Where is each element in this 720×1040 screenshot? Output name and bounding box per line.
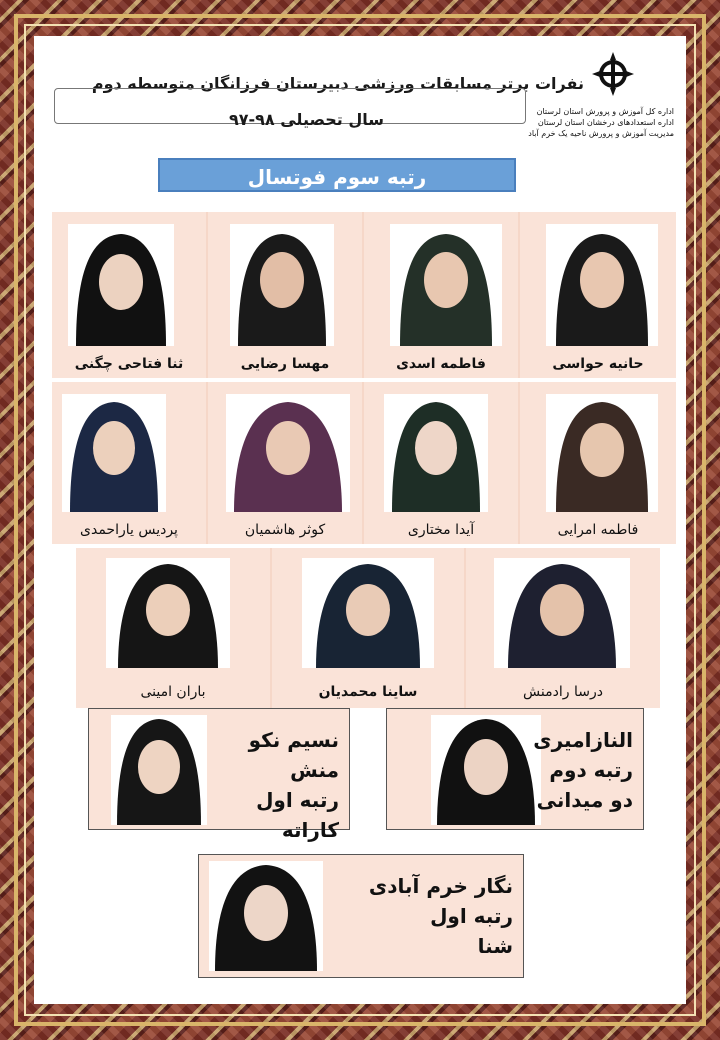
player-photo	[384, 394, 488, 512]
org-line: اداره استعدادهای درخشان استان لرستان	[537, 118, 674, 127]
athlete-photo	[111, 715, 207, 825]
futsal-row-3	[76, 548, 660, 708]
player-name: آیدا مختاری	[407, 522, 475, 538]
award-sport: دو میدانی	[536, 788, 633, 812]
player-name: فاطمه اسدی	[396, 356, 486, 372]
award-rank: رتبه دوم	[549, 758, 633, 782]
player-card	[272, 548, 464, 708]
player-card	[208, 212, 362, 378]
award-card	[88, 708, 350, 842]
player-name: درسا رادمنش	[523, 684, 603, 700]
award-text	[513, 725, 633, 815]
page-subtitle: سال تحصیلی ۹۸-۹۷	[228, 110, 384, 129]
athlete-name: نگار خرم آبادی	[368, 874, 513, 898]
athlete-name: نسیم نکو منش	[248, 728, 339, 782]
award-text	[363, 871, 513, 961]
player-card	[520, 382, 676, 544]
player-card	[520, 212, 676, 378]
award-text	[209, 725, 339, 845]
player-name: ساینا محمدیان	[318, 684, 418, 700]
player-name: مهسا رضایی	[240, 356, 330, 372]
player-photo	[106, 558, 230, 668]
player-card	[208, 382, 362, 544]
award-rank: رتبه اول	[256, 788, 339, 812]
futsal-row-2	[52, 382, 676, 544]
player-name: باران امینی	[140, 684, 206, 700]
award-rank: رتبه اول	[430, 904, 513, 928]
player-card	[364, 212, 518, 378]
organization-info	[514, 106, 674, 139]
player-photo	[302, 558, 434, 668]
org-line: مدیریت آموزش و پرورش ناحیه یک خرم آباد	[528, 129, 674, 138]
award-sport: کاراته	[281, 818, 339, 842]
award-card	[198, 854, 524, 978]
player-name: کوثر هاشمیان	[244, 522, 326, 538]
player-card	[52, 212, 206, 378]
player-card	[52, 382, 206, 544]
player-card	[364, 382, 518, 544]
player-name: حانیه حواسی	[552, 356, 644, 372]
player-photo	[230, 224, 334, 346]
org-line: اداره کل آموزش و پرورش استان لرستان	[536, 107, 674, 116]
futsal-row-1	[52, 212, 676, 378]
player-photo	[546, 394, 658, 512]
award-sport: شنا	[477, 934, 513, 958]
player-photo	[226, 394, 350, 512]
section-banner: رتبه سوم فوتسال	[158, 158, 516, 192]
athlete-name: النازامیری	[533, 728, 633, 752]
player-photo	[62, 394, 166, 512]
player-name: فاطمه امرایی	[557, 522, 639, 538]
player-photo	[546, 224, 658, 346]
player-photo	[68, 224, 174, 346]
athlete-photo	[209, 861, 323, 971]
player-name: پردیس یاراحمدی	[80, 522, 178, 538]
ministry-logo-icon	[586, 48, 640, 104]
page-title: نفرات برتر مسابقات ورزشی دبیرستان فرزانگان متوسطه دوم	[91, 74, 584, 93]
player-card	[76, 548, 270, 708]
player-name: ثنا فتاحی چگنی	[74, 356, 184, 372]
award-card	[386, 708, 644, 830]
player-card	[466, 548, 660, 708]
player-photo	[390, 224, 502, 346]
player-photo	[494, 558, 630, 668]
page-paper	[34, 36, 686, 1004]
